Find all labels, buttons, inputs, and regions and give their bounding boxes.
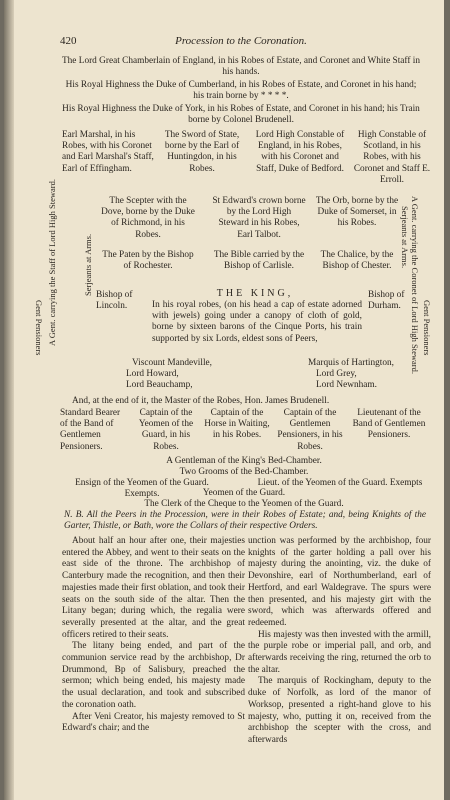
running-title: Procession to the Coronation. — [175, 35, 307, 47]
train-lord: Lord Newnham. — [316, 380, 377, 391]
procession-line-chamberlain: The Lord Great Chamberlain of England, in his Robes of Estate, and Coronet and White Staff in his hands. — [61, 56, 421, 78]
page-header — [60, 36, 422, 50]
procession-line-cumberland: His Royal Highness the Duke of Cumberland, in his Robes of Estate, and Coronet in his hand; his train borne by * * * *. — [65, 80, 417, 102]
yeomen-of-guard: Yeomen of the Guard. — [202, 488, 286, 498]
orb-bearer: The Orb, borne by the Duke of Somerset, in his Robes. — [315, 196, 399, 229]
body-column-left — [62, 536, 245, 735]
label-gent-pensioners-left: Gent Pensioners — [34, 300, 44, 356]
earl-marshal: Earl Marshal, in his Robes, with his Coronet and Earl Marshal's Staff, Earl of Effingham. — [62, 130, 154, 174]
label-gent-pensioners-right: Gent Pensioners — [422, 300, 432, 356]
page-number: 420 — [60, 35, 77, 47]
sword-of-state: The Sword of State, borne by the Earl of Huntingdon, in his Robes. — [164, 130, 240, 174]
captain-gentlemen-pensioners: Captain of the Gentlemen Pensioners, in his Robes. — [277, 408, 343, 452]
book-page — [4, 0, 444, 800]
high-constable-scotland: High Constable of Scotland, in his Robes, with his Coronet and Staff E. Erroll. — [353, 130, 431, 185]
paragraph: unction was performed by the archbishop, four knights of the garter holding a pall over his majesty during the anointing, viz. the duke of Devonshire, earl of Northumberland, earl of Hertford, and earl Waldegrave. The spurs were then presented, and his majesty girt with the sword, which was afterwards offered and redeemed. — [248, 536, 431, 628]
gentleman-bed-chamber: A Gentleman of the King's Bed-Chamber. — [166, 456, 322, 466]
lieutenant-yeomen: Lieut. of the Yeomen of the Guard. Exempts — [257, 478, 423, 488]
label-gent-steward-staff: A Gent. carrying the Staff of Lord High Steward. — [47, 179, 57, 346]
train-lord: Lord Beauchamp, — [126, 380, 193, 391]
chalice-bearer: The Chalice, by the Bishop of Chester. — [320, 250, 394, 272]
scepter-with-dove: The Scepter with the Dove, borne by the Duke of Richmond, in his Robes. — [101, 196, 195, 240]
bishop-of-lincoln: Bishop of Lincoln. — [96, 290, 133, 312]
paragraph: The marquis of Rockingham, deputy to the duke of Norfolk, as lord of the manor of Worksop, presented a right-hand glove to his majesty, who, putting it on, received from the archbishop the scepter with the cross, and afterwards — [248, 676, 431, 745]
train-lord: Lord Grey, — [316, 369, 357, 380]
bible-bearer: The Bible carried by the Bishop of Carlisle. — [213, 250, 305, 272]
book-spine-shadow — [4, 0, 14, 800]
label-serjeants-right: Serjeants at Arms. — [400, 206, 410, 269]
label-serjeants-left: Serjeants at Arms. — [83, 233, 93, 296]
st-edwards-crown: St Edward's crown borne by the Lord High Steward in his Robes, Earl Talbot. — [212, 196, 306, 240]
train-lord: Viscount Mandeville, — [132, 358, 212, 368]
paragraph: His majesty was then invested with the armill, the purple robe or imperial pall, and orb, and afterwards receiving the ring, returned the orb to the altar. — [248, 629, 431, 675]
standard-bearer: Standard Bearer of the Band of Gentlemen Pensioners. — [60, 408, 121, 452]
train-lords-left — [112, 358, 252, 392]
paragraph: The litany being ended, and part of the communion service read by the archbishop, Dr Drummond, Bp of Salisbury, preached the sermon; which being ended, his majesty made the usual declaration, and took and subscribed the coronation oath. — [62, 641, 245, 710]
paragraph: After Veni Creator, his majesty removed to St Edward's chair; and the — [62, 711, 245, 734]
lord-high-constable-england: Lord High Constable of England, in his Robes, with his Coronet and Staff, Duke of Bedford. — [255, 130, 345, 174]
captain-yeomen: Captain of the Yeomen of the Guard, in his Robes. — [138, 408, 194, 452]
clerk-of-cheque: The Clerk of the Cheque to the Yeomen of the Guard. — [144, 499, 344, 509]
train-lord: Lord Howard, — [126, 369, 179, 380]
lieutenant-band: Lieutenant of the Band of Gentlemen Pensioners. — [352, 408, 426, 441]
master-of-the-robes: And, at the end of it, the Master of the Robes, Hon. James Brudenell. — [72, 396, 330, 406]
the-king-heading: THE KING, — [216, 288, 294, 299]
paten-bearer: The Paten by the Bishop of Rochester. — [102, 250, 194, 272]
the-king-description: In his royal robes, (on his head a cap of estate adorned with jewels) going under a canopy of cloth of gold, borne by sixteen barons of the Cinque Ports, his train supported by six Lords, eldest sons of Peers, — [152, 300, 362, 344]
nota-bene-note: N. B. All the Peers in the Procession, were in their Robes of Estate; and, being Knights of the Garter, Thistle, or Bath, wore the Collars of their respective Orders. — [64, 510, 426, 532]
grooms-bed-chamber: Two Grooms of the Bed-Chamber. — [179, 467, 309, 477]
train-lords-right — [308, 358, 428, 392]
procession-line-york: His Royal Highness the Duke of York, in his Robes of Estate, and Coronet in his hand; his Train borne by Colonel Brudenell. — [62, 104, 420, 126]
label-gent-steward-coronet: A Gent. carrying the Coronet of Lord High Steward. — [410, 196, 420, 374]
paragraph: About half an hour after one, their majesties entered the Abbey, and went to their seats on the east side of the throne. The archbishop of Canterbury made the recognition, and then their majesties made their first oblation, and took their seats on the south side of the altar. Then the Litany began; during which, the regalia were severally presented at the altar, and the great officers retired to their seats. — [62, 536, 245, 640]
train-lord: Marquis of Hartington, — [308, 358, 394, 368]
body-column-right — [248, 536, 431, 747]
ensign-yeomen: Ensign of the Yeomen of the Guard. Exempts. — [75, 478, 209, 500]
captain-horse: Captain of the Horse in Waiting, in his Robes. — [204, 408, 270, 441]
bishop-of-durham: Bishop of Durham. — [368, 290, 405, 312]
